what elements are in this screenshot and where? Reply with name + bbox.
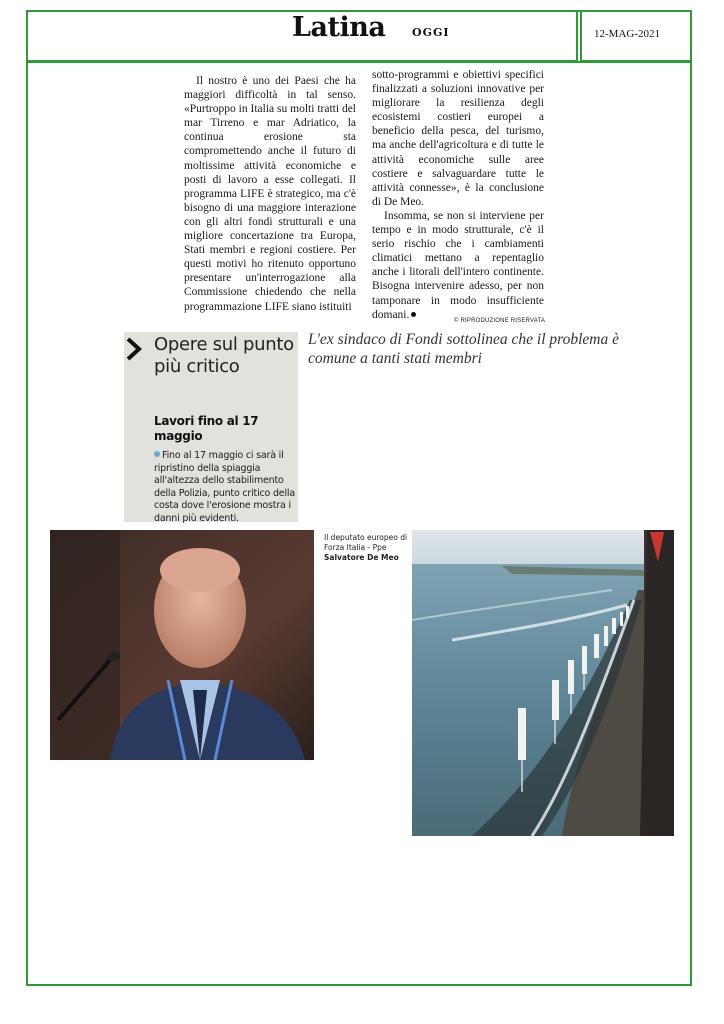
bullet-dot-icon [154,451,160,457]
sidebar-box [124,332,298,522]
portrait-photo-image [50,530,314,760]
end-mark-icon [411,312,416,317]
article-column-2 [372,68,544,322]
article-paragraph-text: Insomma, se non si interviene per tempo e in modo strutturale, c'è il serio rischio che i cambiamenti climatici mettano a repentaglio anche i litorali dell'intero continente. Bisogna intervenire adesso, per non tamponare in modo insufficiente domani. [372,209,544,321]
masthead-title: Latina [292,12,386,43]
article-paragraph-final [372,209,544,322]
portrait-photo [50,530,314,760]
masthead-subtitle: OGGI [412,26,450,39]
sidebar-box-text [154,450,296,526]
rights-notice: © RIPRODUZIONE RISERVATA [454,318,546,324]
sidebar-box-body: Fino al 17 maggio ci sarà il ripristino della spiaggia all'altezza dello stabilimento della Polizia, punto critico della costa dove l'erosione mostra i danni più evidenti. [154,450,295,524]
sidebar-box-title: Opere sul punto più critico [154,334,294,377]
article-paragraph: Il nostro è uno dei Paesi che ha maggiori difficoltà in tal senso. «Purtroppo in Italia su molti tratti del mar Tirreno e mar Adriatico, la continua erosione sta compromettendo anche il futuro di moltissime attività economiche e posti di lavoro a esse collegati. Il programma LIFE è strategico, ma c'è bisogno di una maggiore interazione con gli altri fondi strutturali e una migliore concertazione tra Europa, Stati membri e regioni costiere. Per questi motivi ho ritenuto opportuno presentare un'interrogazione alla Commissione chiedendo che nella programmazione LIFE siano istituiti [184,75,356,313]
beach-photo-image [412,530,674,836]
sidebar-box-subtitle: Lavori fino al 17 maggio [154,414,259,443]
header-divider [26,61,692,63]
publication-date: 12-MAG-2021 [594,28,660,40]
photo-caption-text: Il deputato europeo di Forza Italia - Ppe [324,533,408,552]
photo-caption-name: Salvatore De Meo [324,553,399,562]
article-paragraph: sotto-programmi e obiettivi specifici finalizzati a soluzioni innovative per migliorare la resilienza degli ecosistemi costieri europei a beneficio della pesca, del turismo, ma anche dell'agricoltura e di tutte le attività economiche sulle aree costiere e salvaguardare tutte le attività connesse», è la conclusione di De Meo. [372,69,544,208]
photo-caption [324,533,410,563]
chevron-right-icon [124,336,146,362]
pull-quote: L'ex sindaco di Fondi sottolinea che il problema è comune a tanti stati membri [308,331,619,367]
beach-photo [412,530,674,836]
article-column-1 [184,74,356,314]
